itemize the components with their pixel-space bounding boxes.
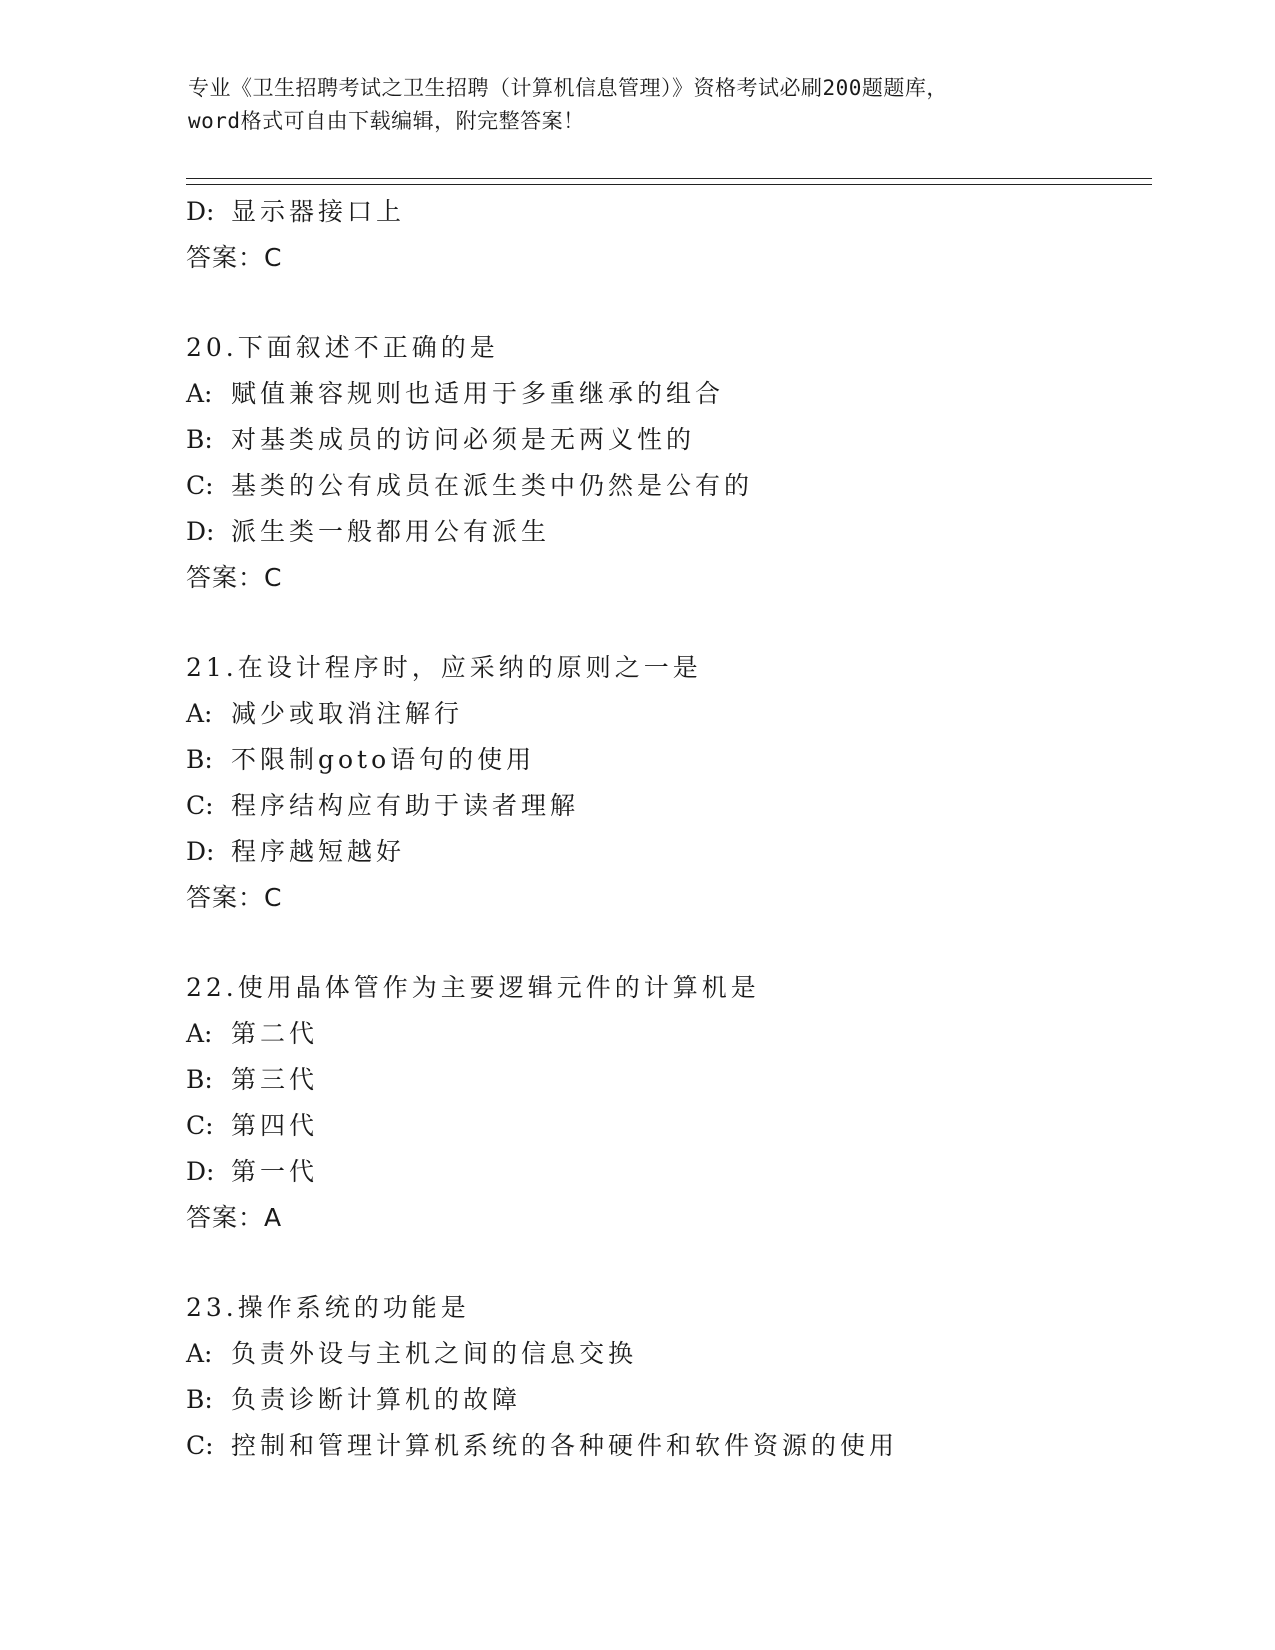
option-row xyxy=(186,509,1146,555)
option-text: 对基类成员的访问必须是无两义性的 xyxy=(231,425,696,454)
option-row xyxy=(186,189,1146,235)
option-row xyxy=(186,417,1146,463)
option-text: 程序越短越好 xyxy=(231,837,406,866)
option-row xyxy=(186,1423,1146,1469)
header-divider-top xyxy=(186,178,1152,179)
option-letter: B: xyxy=(186,1385,213,1414)
option-text: 基类的公有成员在派生类中仍然是公有的 xyxy=(231,471,754,500)
option-text: 赋值兼容规则也适用于多重继承的组合 xyxy=(231,379,725,408)
option-letter: D: xyxy=(186,517,215,546)
option-row xyxy=(186,1103,1146,1149)
question-list xyxy=(186,189,1146,1469)
option-row xyxy=(186,1331,1146,1377)
option-row xyxy=(186,783,1146,829)
option-text: 控制和管理计算机系统的各种硬件和软件资源的使用 xyxy=(231,1431,899,1460)
option-text: 第三代 xyxy=(231,1065,319,1094)
option-letter: C: xyxy=(186,1111,214,1140)
header-divider-bottom xyxy=(186,184,1152,185)
option-letter: C: xyxy=(186,1431,214,1460)
answer-line: 答案：C xyxy=(186,563,283,592)
option-text: 负责外设与主机之间的信息交换 xyxy=(231,1339,638,1368)
option-row xyxy=(186,1011,1146,1057)
option-letter: B: xyxy=(186,425,213,454)
header-line-2: word格式可自由下载编辑，附完整答案！ xyxy=(188,109,585,133)
option-row xyxy=(186,463,1146,509)
answer-line: 答案：C xyxy=(186,883,283,912)
option-row xyxy=(186,371,1146,417)
option-letter: A: xyxy=(186,379,213,408)
answer-line: 答案：C xyxy=(186,243,283,272)
question-21 xyxy=(186,645,1146,921)
option-letter: D: xyxy=(186,837,215,866)
option-row xyxy=(186,737,1146,783)
option-row xyxy=(186,1057,1146,1103)
option-letter: D: xyxy=(186,1157,215,1186)
question-20 xyxy=(186,325,1146,601)
option-text: 第一代 xyxy=(231,1157,319,1186)
option-letter: B: xyxy=(186,745,213,774)
question-stem: 20.下面叙述不正确的是 xyxy=(186,333,499,362)
option-text: 减少或取消注解行 xyxy=(231,699,464,728)
option-letter: C: xyxy=(186,471,214,500)
option-text: 不限制goto语句的使用 xyxy=(231,745,536,774)
option-letter: A: xyxy=(186,1339,213,1368)
question-stem: 22.使用晶体管作为主要逻辑元件的计算机是 xyxy=(186,973,760,1002)
option-row xyxy=(186,1377,1146,1423)
option-letter: C: xyxy=(186,791,214,820)
option-text: 第四代 xyxy=(231,1111,319,1140)
question-23 xyxy=(186,1285,1146,1469)
option-text: 负责诊断计算机的故障 xyxy=(231,1385,522,1414)
question-stem: 21.在设计程序时，应采纳的原则之一是 xyxy=(186,653,702,682)
option-letter: A: xyxy=(186,1019,213,1048)
question-fragment xyxy=(186,189,1146,281)
option-text: 显示器接口上 xyxy=(231,197,406,226)
option-letter: B: xyxy=(186,1065,213,1094)
question-stem: 23.操作系统的功能是 xyxy=(186,1293,470,1322)
question-22 xyxy=(186,965,1146,1241)
option-text: 程序结构应有助于读者理解 xyxy=(231,791,580,820)
option-row xyxy=(186,829,1146,875)
option-text: 派生类一般都用公有派生 xyxy=(231,517,551,546)
header-line-1: 专业《卫生招聘考试之卫生招聘（计算机信息管理）》资格考试必刷200题题库， xyxy=(188,76,948,100)
option-row xyxy=(186,691,1146,737)
option-text: 第二代 xyxy=(231,1019,319,1048)
option-letter: A: xyxy=(186,699,213,728)
document-header xyxy=(188,72,1088,138)
option-row xyxy=(186,1149,1146,1195)
option-letter: D: xyxy=(186,197,215,226)
answer-line: 答案：A xyxy=(186,1203,283,1232)
